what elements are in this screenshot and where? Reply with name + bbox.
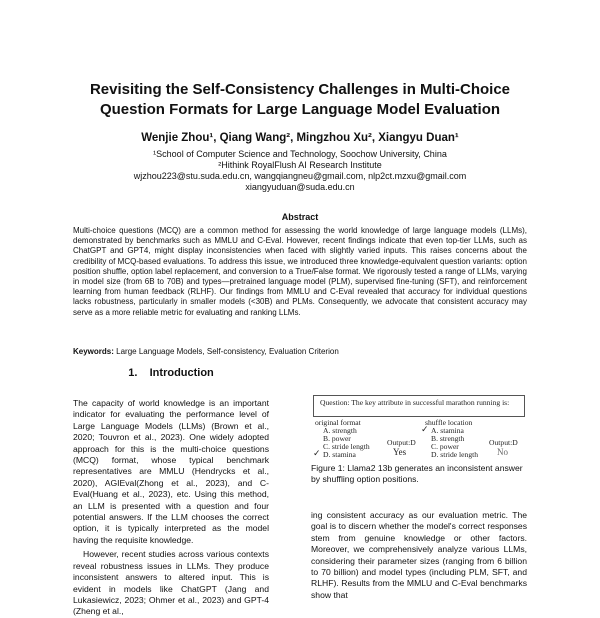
affiliation-1: ¹School of Computer Science and Technology, Soochow University, China [153, 149, 447, 159]
check-icon: ✓ [421, 424, 429, 434]
paper-title: Revisiting the Self-Consistency Challenges in Multi-Choice Question Formats for Large Language Model Evaluation [89, 81, 511, 118]
section-title: Introduction [149, 367, 214, 379]
section-heading [73, 367, 269, 379]
right-option-a: A. stamina [431, 426, 464, 435]
left-output-label: Output:D [387, 438, 416, 447]
left-answer: Yes [393, 447, 407, 457]
figure-caption: Figure 1: Llama2 13b generates an inconsistent answer by shuffling option positions. [311, 463, 523, 485]
email-line-2: xiangyuduan@suda.edu.cn [245, 182, 355, 192]
right-option-c: C. power [431, 442, 459, 451]
check-icon: ✓ [313, 448, 321, 458]
keywords-label: Keywords: [73, 347, 114, 356]
left-option-c: C. stride length [323, 442, 370, 451]
left-header: original format [315, 418, 361, 427]
email-line-1: wjzhou223@stu.suda.edu.cn, wangqiangneu@gmail.com, nlp2ct.mzxu@gmail.com [133, 171, 467, 181]
left-option-d: D. stamina [323, 450, 356, 459]
left-option-a: A. strength [323, 426, 357, 435]
right-header: shuffle location [425, 418, 473, 427]
right-output-label: Output:D [489, 438, 518, 447]
abstract-text: Multi-choice questions (MCQ) are a common method for assessing the world knowledge of large language models (LLMs), demonstrated by benchmarks such as MMLU and C-Eval. However, recent findings indicate that even top-tier LLMs, such as ChatGPT and GPT4, might display inconsistencies when faced with slightly varied inputs. This raises concerns about the credibility of MCQ-based evaluations. To address this issue, we introduced three knowledge-equivalent question variants: option position shuffle, option label replacement, and conversion to a True/False format. We rigorously tested a range of LLMs, varying in model size (from 6B to 70B) and types—pretrained language model (PLM), supervised fine-tuning (SFT), and reinforcement learning from human feedback (RLHF). Our findings from MMLU and C-Eval revealed that accuracy for individual questions lacks robustness, particularly in smaller models (<30B) and PLMs. Consequently, we advocate that consistent accuracy may serve as a more reliable metric for evaluating and ranking LLMs. [73, 226, 527, 317]
right-option-d: D. stride length [431, 450, 479, 459]
section-number: 1. [128, 367, 138, 379]
question-box [313, 395, 525, 417]
keywords-text: Large Language Models, Self-consistency, Evaluation Criterion [113, 347, 339, 356]
keywords [73, 347, 527, 356]
intro-column [73, 398, 269, 618]
affiliation-2: ²Hithink RoyalFlush AI Research Institute [218, 160, 382, 170]
figure-question: Question: The key attribute in successful marathon running is: [320, 398, 510, 407]
intro-paragraph-2: However, recent studies across various contexts reveal robustness issues in LLMs. They produce inconsistent answers to altered input. This is evident in models like ChatGPT (Jang and Lukasiewicz, 2023; Ohmer et al., 2023) and GPT-4 (Zheng et al., [73, 549, 269, 617]
author-list: Wenjie Zhou¹, Qiang Wang², Mingzhou Xu², Xiangyu Duan¹ [141, 132, 459, 144]
left-option-b: B. power [323, 434, 351, 443]
figure-1 [313, 395, 525, 457]
right-column-text: ing consistent accuracy as our evaluation metric. The goal is to discern whether the model's correct responses stem from genuine knowledge or other factors. Moreover, we comprehensively analyze various LLMs, considering their parameter sizes (ranging from 6 billion to 70 billion) and model types (including PLM, SFT, and RLHF). Results from the MMLU and C-Eval benchmarks show that [311, 510, 527, 600]
abstract-heading: Abstract [281, 212, 319, 222]
right-answer: No [497, 447, 508, 457]
right-option-b: B. strength [431, 434, 465, 443]
intro-paragraph-1: The capacity of world knowledge is an important indicator for evaluating the performance level of Large Language Models (LLMs) (Brown et al., 2020; Touvron et al., 2023). One widely adopted approach for this is the multi-choice questions (MCQ) format, whose typical benchmark representatives are MMLU (Hendrycks et al., 2020), AGIEval(Zhong et al., 2023), and C-Eval(Huang et al., 2023), etc. Using this method, an LLM is presented with a question and four potential answers. If the LLM chooses the correct option, it is typically interpreted as the model having the requisite knowledge. [73, 398, 269, 545]
